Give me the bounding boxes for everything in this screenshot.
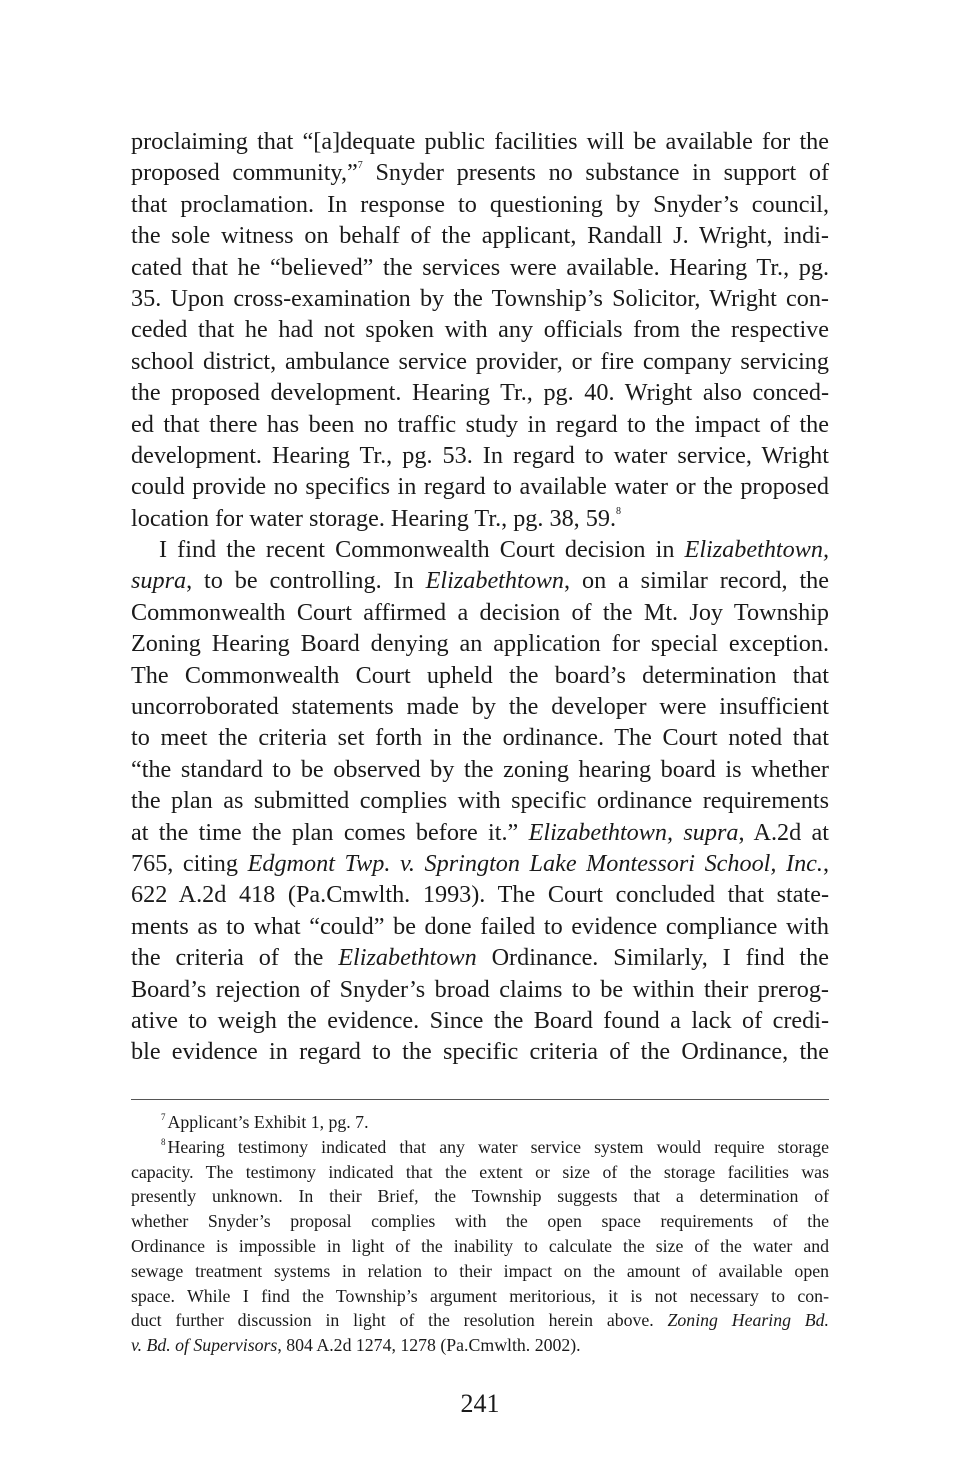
text-line: development. Hearing Tr., pg. 53. In regard to water service, Wright: [131, 441, 829, 469]
footnote-line: space. While I find the Township’s argument meritorious, it is not necessary to con-: [131, 1285, 829, 1306]
text-line: the proposed development. Hearing Tr., pg. 40. Wright also conced-: [131, 379, 829, 407]
footnote-number: 7: [161, 1112, 166, 1122]
footnote-number: 8: [161, 1136, 166, 1147]
text-line: the sole witness on behalf of the applicant, Randall J. Wright, indi-: [131, 222, 829, 250]
footnotes: [131, 1110, 829, 1358]
main-text: [131, 126, 829, 1068]
text-line: proclaiming that “[a]dequate public facilities will be available for the: [131, 128, 829, 155]
footnote-line: capacity. The testimony indicated that the extent or size of the storage facilities was: [131, 1161, 829, 1182]
paragraph-2: [131, 534, 829, 1068]
text-line: that proclamation. In response to questioning by Snyder’s council,: [131, 190, 829, 218]
text-line: 765, citing Edgmont Twp. v. Springton Lake Montessori School, Inc.,: [131, 849, 829, 877]
page-number: 241: [460, 1389, 500, 1418]
text-line: I find the recent Commonwealth Court decision in Elizabethtown,: [159, 536, 829, 564]
text-line: the criteria of the Elizabethtown Ordinance. Similarly, I find the: [131, 944, 829, 972]
text-line: Board’s rejection of Snyder’s broad claims to be within their prerog-: [131, 975, 829, 1003]
text-line: location for water storage. Hearing Tr., pg. 38, 59.$^8$: [131, 504, 622, 532]
text-line: 622 A.2d 418 (Pa.Cmwlth. 1993). The Court concluded that state-: [131, 881, 829, 909]
text-line: cated that he “believed” the services were available. Hearing Tr., pg.: [131, 253, 829, 281]
footnote-line: v. Bd. of Supervisors, 804 A.2d 1274, 1278 (Pa.Cmwlth. 2002).: [131, 1335, 581, 1356]
text-line: The Commonwealth Court upheld the board’s determination that: [131, 661, 829, 689]
text-line: 35. Upon cross-examination by the Township’s Solicitor, Wright con-: [131, 284, 829, 312]
text-line: uncorroborated statements made by the developer were insufficient: [131, 693, 829, 721]
footnote-ref-8[interactable]: 8: [616, 505, 622, 517]
text-line: at the time the plan comes before it.” Elizabethtown, supra, A.2d at: [131, 818, 829, 846]
footnote-ref-7[interactable]: 7: [357, 160, 363, 172]
text-line: could provide no specifics in regard to available water or the proposed: [131, 473, 829, 501]
text-line: Commonwealth Court affirmed a decision of the Mt. Joy Township: [131, 598, 829, 626]
paragraph-1: [131, 126, 829, 534]
footnote-line: presently unknown. In their Brief, the Township suggests that a determination of: [131, 1186, 829, 1207]
text-line: ceded that he had not spoken with any officials from the respective: [131, 316, 829, 344]
text-line: ble evidence in regard to the specific criteria of the Ordinance, the: [131, 1038, 829, 1066]
text-line: supra, to be controlling. In Elizabethtown, on a similar record, the: [131, 567, 830, 595]
footnote-8: $^8$ Hearing testimony indicated that any water service system would require storage: [161, 1136, 829, 1157]
text-line: ments as to what “could” be done failed to evidence compliance with: [131, 912, 829, 940]
footnote-line: sewage treatment systems in relation to their impact on the amount of available open: [131, 1260, 829, 1281]
text-line: the plan as submitted complies with specific ordinance requirements: [131, 787, 829, 815]
footnote-divider: [131, 1099, 829, 1100]
text-line: “the standard to be observed by the zoning hearing board is whether: [131, 755, 829, 783]
text-line: proposed community,”$^7$ Snyder presents no substance in support of: [131, 159, 830, 187]
text-line: Zoning Hearing Board denying an application for special exception.: [131, 630, 829, 658]
text-line: ative to weigh the evidence. Since the Board found a lack of credi-: [131, 1006, 829, 1034]
text-line: to meet the criteria set forth in the ordinance. The Court noted that: [131, 724, 829, 752]
footnote-line: whether Snyder’s proposal complies with the open space requirements of the: [131, 1211, 829, 1232]
text-line: ed that there has been no traffic study in regard to the impact of the: [131, 410, 829, 438]
footnote-line: Ordinance is impossible in light of the inability to calculate the size of the water and: [131, 1235, 829, 1256]
footnote-7: $^7$ Applicant’s Exhibit 1, pg. 7.: [161, 1112, 369, 1132]
text-line: school district, ambulance service provider, or fire company servicing: [131, 347, 829, 375]
footnote-line: duct further discussion in light of the resolution herein above. Zoning Hearing Bd.: [131, 1310, 829, 1331]
